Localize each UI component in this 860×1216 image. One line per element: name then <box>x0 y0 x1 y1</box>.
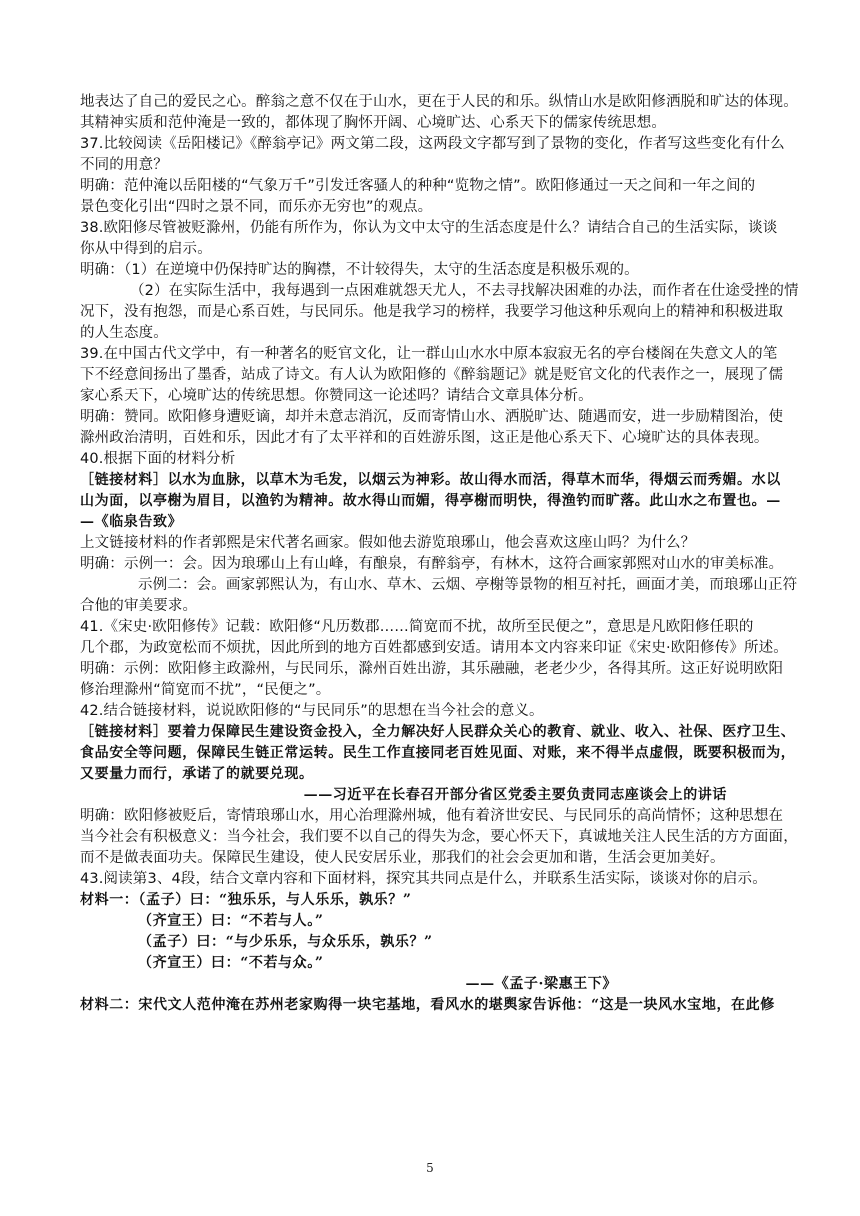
answer-38-part-2: （2）在实际生活中，我每遇到一点困难就怨天尤人，不去寻找解决困难的办法，而作者在仕途受挫的情 <box>130 283 799 299</box>
question-37: 37.比较阅读《岳阳楼记》《醉翁亭记》两文第二段，这两段文字都写到了景物的变化，作者写这些变化有什么 <box>80 136 785 152</box>
question-43: 43.阅读第3、4段，结合文章内容和下面材料，探究其共同点是什么，并联系生活实际，谈谈对你的启示。 <box>80 871 767 887</box>
linked-material-42: 又要量力而行，承诺了的就要兑现。 <box>80 766 314 782</box>
question-40: 40.根据下面的材料分析 <box>80 451 236 467</box>
linked-material-source: —《临泉告致》 <box>80 514 183 530</box>
text-line: 合他的审美要求。 <box>80 598 198 614</box>
material-one-source: ——《孟子·梁惠王下》 <box>465 976 617 992</box>
linked-material-attribution: ——习近平在长春召开部分省区党委主要负责同志座谈会上的讲话 <box>303 787 727 803</box>
answer-40-example-2: 示例二：会。画家郭熙认为，有山水、草木、云烟、亭榭等景物的相互衬托，画面才美，而琅琊山正符 <box>138 577 798 593</box>
text-line: 景色变化引出“四时之景不同，而乐亦无穷也”的观点。 <box>80 199 433 215</box>
text-line: 地表达了自己的爱民之心。醉翁之意不仅在于山水，更在于人民的和乐。纵情山水是欧阳修洒脱和旷达的体现。 <box>80 94 798 110</box>
question-41: 41.《宋史·欧阳修传》记载：欧阳修“凡历数郡……简宽而不扰，故所至民便之”，意思是凡欧阳修任职的 <box>80 619 754 635</box>
text-line: 其精神实质和范仲淹是一致的，都体现了胸怀开阔、心境旷达、心系天下的儒家传统思想。 <box>80 115 666 131</box>
text-line: 你从中得到的启示。 <box>80 241 212 257</box>
text-line: 当今社会有积极意义：当今社会，我们要不以自己的得失为念，要心怀天下，真诚地关注人民生活的方方面面， <box>80 829 798 845</box>
linked-material-40: ［链接材料］以水为血脉，以草木为毛发，以烟云为神彩。故山得水而活，得草木而华，得烟云而秀媚。水以 <box>80 472 781 488</box>
linked-material-42: 食品安全等问题，保障民生链正常运转。民生工作直接同老百姓见面、对账，来不得半点虚假，既要积极而为， <box>80 745 796 761</box>
text-line: 上文链接材料的作者郭熙是宋代著名画家。假如他去游览琅琊山，他会喜欢这座山吗？为什么？ <box>80 535 696 551</box>
question-39: 39.在中国古代文学中，有一种著名的贬官文化，让一群山山水水中原本寂寂无名的亭台楼阁在失意文人的笔 <box>80 346 778 362</box>
text-line: 况下，没有抱怨，而是心系百姓，与民同乐。他是我学习的榜样，我要学习他这种乐观向上的精神和积极进取 <box>80 304 784 320</box>
material-one-dialogue: （齐宣王）曰：“不若与众。” <box>138 955 324 971</box>
answer-39: 明确：赞同。欧阳修身遭贬谪，却并未意志消沉，反而寄情山水、洒脱旷达、随遇而安，进一步励精图治，使 <box>80 409 784 425</box>
answer-41: 明确：示例：欧阳修主政滁州，与民同乐，滁州百姓出游，其乐融融，老老少少，各得其所。这正好说明欧阳 <box>80 661 784 677</box>
text-line: 下不经意间扬出了墨香，站成了诗文。有人认为欧阳修的《醉翁题记》就是贬官文化的代表作之一，展现了儒 <box>80 367 784 383</box>
text-line: 滁州政治清明，百姓和乐，因此才有了太平祥和的百姓游乐图，这正是他心系天下、心境旷达的具体表现。 <box>80 430 769 446</box>
question-38: 38.欧阳修尽管被贬滁州，仍能有所作为，你认为文中太守的生活态度是什么？请结合自己的生活实际，谈谈 <box>80 220 778 236</box>
question-42: 42.结合链接材料，说说欧阳修的“与民同乐”的思想在当今社会的意义。 <box>80 703 544 719</box>
document-body <box>80 92 817 1016</box>
material-one-dialogue: （孟子）曰：“与少乐乐，与众乐乐，孰乐？” <box>138 934 433 950</box>
answer-38: 明确：（1）在逆境中仍保持旷达的胸襟，不计较得失，太守的生活态度是积极乐观的。 <box>80 262 639 278</box>
text-line: 家心系天下，心境旷达的传统思想。你赞同这一论述吗？请结合文章具体分析。 <box>80 388 593 404</box>
text-line: 几个郡，为政宽松而不烦扰，因此所到的地方百姓都感到安适。请用本文内容来印证《宋史·欧阳修传》所述。 <box>80 640 788 656</box>
answer-40: 明确：示例一：会。因为琅琊山上有山峰，有酿泉，有醉翁亭，有林木，这符合画家郭熙对山水的审美标准。 <box>80 556 784 572</box>
linked-material-40: 山为面，以亭榭为眉目，以渔钓为精神。故水得山而媚，得亭榭而明快，得渔钓而旷落。此山水之布置也。— <box>80 493 781 509</box>
text-line: 不同的用意？ <box>80 157 168 173</box>
text-line: 修治理滁州“简宽而不扰”，“民便之”。 <box>80 682 331 698</box>
linked-material-42: ［链接材料］要着力保障民生建设资金投入，全力解决好人民群众关心的教育、就业、收入、社保、医疗卫生、 <box>80 724 796 740</box>
answer-42: 明确：欧阳修被贬后，寄情琅琊山水，用心治理滁州城，他有着济世安民、与民同乐的高尚情怀；这种思想在 <box>80 808 784 824</box>
material-one-dialogue: （齐宣王）曰：“不若与人。” <box>138 913 324 929</box>
text-line: 的人生态度。 <box>80 325 168 341</box>
page-number: 5 <box>426 1161 434 1175</box>
material-two: 材料二：宋代文人范仲淹在苏州老家购得一块宅基地，看风水的堪舆家告诉他：“这是一块风水宝地，在此修 <box>80 997 775 1013</box>
answer-37: 明确：范仲淹以岳阳楼的“气象万千”引发迁客骚人的种种“览物之情”。欧阳修通过一天之间和一年之间的 <box>80 178 756 194</box>
material-one: 材料一：（孟子）曰：“独乐乐，与人乐乐，孰乐？” <box>80 892 412 908</box>
text-line: 而不是做表面功夫。保障民生建设，使人民安居乐业，那我们的社会会更加和谐，生活会更加美好。 <box>80 850 725 866</box>
